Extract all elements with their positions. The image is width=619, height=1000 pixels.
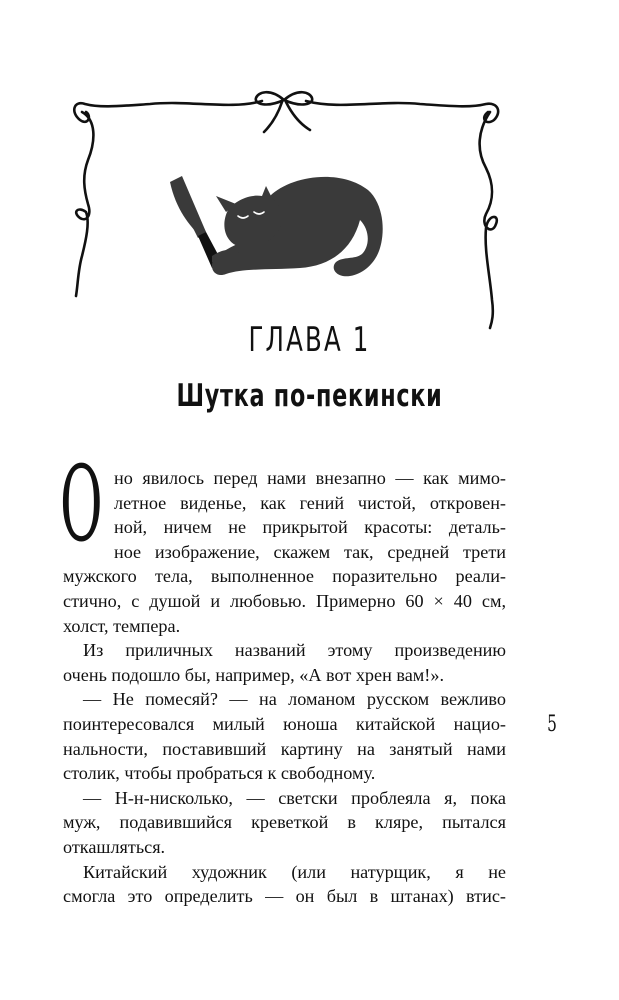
text-line: мужского тела, выполненное поразительно реали- [63,566,506,587]
drop-cap: О [60,443,103,565]
text-line: откашляться. [63,836,166,857]
chapter-ornament [0,0,619,340]
text-line: муж, подавившийся креветкой в кляре, пытался [63,812,506,833]
page-number: 5 [547,712,557,737]
cat-with-knife-icon [170,176,383,276]
body-text [63,466,506,909]
text-line: летное виденье, как гений чистой, откровен- [114,492,506,513]
text-line: но явилось перед нами внезапно — как мимо- [114,468,506,488]
text-line: смогла это определить — он был в штанах) втис- [63,886,506,907]
text-line: ной, ничем не прикрытой красоты: деталь- [114,517,506,538]
chapter-number: ГЛАВА 1 [248,320,371,360]
text-line: Китайский художник (или натурщик, я не [83,861,506,882]
text-line: столик, чтобы пробраться к свободному. [63,763,376,784]
text-line: Из приличных названий этому произведению [83,640,506,661]
ribbon-bow-icon [256,92,312,132]
text-line: — Не помесяй? — на ломаном русском вежливо [83,689,506,710]
text-line: — Н-н-нисколько, — светски проблеяла я, пока [83,787,506,808]
chapter-title: Шутка по-пекински [176,378,443,414]
text-line: холст, темпера. [63,615,181,636]
text-line: очень подошло бы, например, «А вот хрен вам!». [63,664,445,685]
text-line: ное изображение, скажем так, средней трети [114,541,506,562]
text-line: поинтересовался милый юноша китайской нацио- [63,713,506,734]
text-line: нальности, поставивший картину на занятый нами [63,738,506,759]
text-line: стично, с душой и любовью. Примерно 60 × 40 см, [63,590,506,611]
